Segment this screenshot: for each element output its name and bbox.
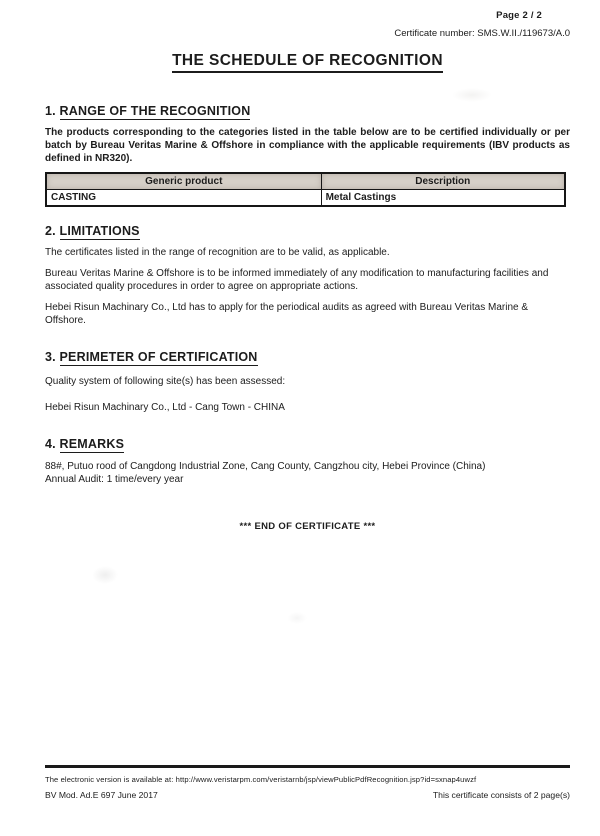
page-content bbox=[45, 0, 570, 532]
section-2-paragraph: Hebei Risun Machinary Co., Ltd has to apply for the periodical audits as agreed with Bureau Veritas Marine & Offshore. bbox=[45, 302, 529, 326]
recognition-table bbox=[45, 172, 566, 207]
section-1-paragraph: The products corresponding to the categories listed in the table below are to be certified individually or per batch by Bureau Veritas Marine & Offshore in compliance with the applicable requirements (IBV products as defined in NR320). bbox=[45, 127, 570, 164]
remarks-block bbox=[45, 460, 570, 486]
document-footer bbox=[45, 765, 570, 800]
table-header-description: Description bbox=[321, 173, 565, 189]
section-3-paragraph: Quality system of following site(s) has been assessed: bbox=[45, 376, 286, 387]
section-remarks bbox=[45, 437, 570, 486]
section-3-title: PERIMETER OF CERTIFICATION bbox=[59, 350, 258, 364]
section-2-heading bbox=[45, 224, 570, 238]
section-1-title: RANGE OF THE RECOGNITION bbox=[59, 104, 251, 118]
section-limitations bbox=[45, 224, 570, 327]
section-2-paragraph: Bureau Veritas Marine & Offshore is to be informed immediately of any modification to manufacturing facilities and associated quality procedures in order to agree on appropriate actions. bbox=[45, 268, 549, 292]
section-1-number: 1. bbox=[45, 104, 56, 118]
scan-smudge bbox=[92, 566, 118, 584]
document-header bbox=[45, 0, 570, 39]
scan-smudge bbox=[287, 612, 307, 624]
page-count-note: This certificate consists of 2 page(s) bbox=[432, 789, 570, 800]
table-header-generic-product: Generic product bbox=[46, 173, 321, 189]
table-cell-generic-product: CASTING bbox=[46, 189, 321, 206]
section-2-paragraph: The certificates listed in the range of recognition are to be valid, as applicable. bbox=[45, 247, 390, 258]
section-2-number: 2. bbox=[45, 224, 56, 238]
section-1-heading bbox=[45, 104, 570, 118]
form-reference: BV Mod. Ad.E 697 June 2017 bbox=[45, 789, 158, 800]
section-range-of-recognition bbox=[45, 104, 570, 207]
table-cell-description: Metal Castings bbox=[321, 189, 565, 206]
section-perimeter-of-certification bbox=[45, 350, 570, 414]
certificate-number: Certificate number: SMS.W.II./119673/A.0 bbox=[394, 28, 570, 39]
section-4-title: REMARKS bbox=[59, 437, 125, 451]
remarks-annual-audit: Annual Audit: 1 time/every year bbox=[45, 474, 184, 485]
section-2-title: LIMITATIONS bbox=[59, 224, 140, 238]
page-indicator: Page 2 / 2 bbox=[496, 10, 542, 21]
end-of-certificate-marker: *** END OF CERTIFICATE *** bbox=[239, 521, 376, 532]
section-3-heading bbox=[45, 350, 570, 364]
section-3-number: 3. bbox=[45, 350, 56, 364]
title-wrap bbox=[45, 52, 570, 73]
table-header-row bbox=[46, 173, 565, 189]
page-title: THE SCHEDULE OF RECOGNITION bbox=[172, 52, 443, 73]
section-4-heading bbox=[45, 437, 570, 451]
footer-rule bbox=[45, 765, 570, 768]
remarks-address: 88#, Putuo rood of Cangdong Industrial Zone, Cang County, Cangzhou city, Hebei Province (China) bbox=[45, 461, 486, 472]
electronic-version-note: The electronic version is available at: http://www.veristarpm.com/veristarnb/jsp/viewPublicPdfRecognition.jsp?id=sxnap4uwzf bbox=[45, 774, 477, 784]
section-3-paragraph: Hebei Risun Machinary Co., Ltd - Cang Town - CHINA bbox=[45, 402, 285, 413]
footer-bottom-row bbox=[45, 790, 570, 800]
section-4-number: 4. bbox=[45, 437, 56, 451]
table-row bbox=[46, 189, 565, 206]
